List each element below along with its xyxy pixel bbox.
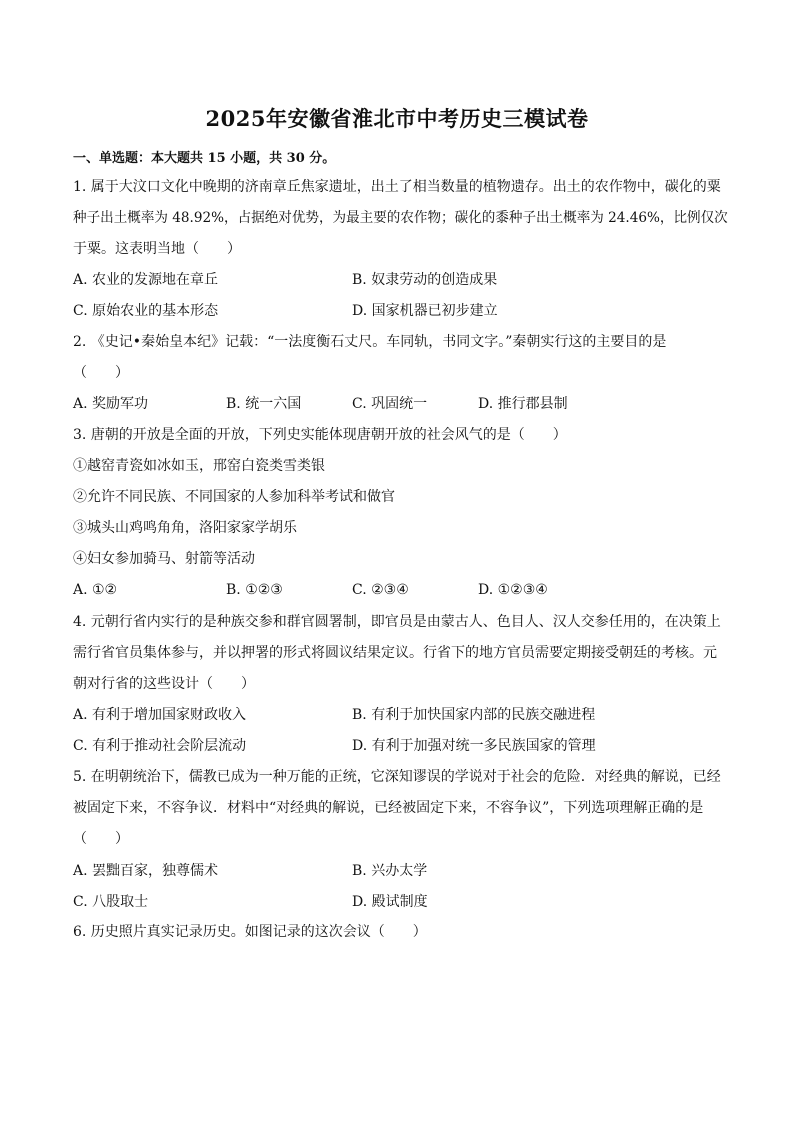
section-heading: 一、单选题：本大题共 15 小题，共 30 分。 bbox=[73, 151, 336, 166]
q3-option-b[interactable]: B. ①②③ bbox=[226, 582, 283, 598]
q2-option-a[interactable]: A. 奖励军功 bbox=[73, 396, 149, 412]
q2-option-b[interactable]: B. 统一六国 bbox=[226, 396, 302, 412]
q4-option-b[interactable]: B. 有利于加快国家内部的民族交融进程 bbox=[352, 707, 596, 723]
q1-option-d[interactable]: D. 国家机器已初步建立 bbox=[352, 303, 498, 319]
q2-option-c[interactable]: C. 巩固统一 bbox=[352, 396, 428, 412]
q4-option-d[interactable]: D. 有利于加强对统一多民族国家的管理 bbox=[352, 738, 596, 754]
q5-option-c[interactable]: C. 八股取士 bbox=[73, 894, 149, 910]
q5-line-1: 5. 在明朝统治下，儒教已成为一种万能的正统，它深知谬误的学说对于社会的危险．对经典的解说，已经 bbox=[73, 769, 721, 785]
q2-line-2: （ ） bbox=[73, 365, 129, 381]
q3-option-d[interactable]: D. ①②③④ bbox=[478, 582, 548, 598]
q5-option-a[interactable]: A. 罢黜百家，独尊儒术 bbox=[73, 863, 219, 879]
q6-line-1: 6. 历史照片真实记录历史。如图记录的这次会议（ ） bbox=[73, 924, 427, 940]
q1-line-2: 种子出土概率为 48.92%，占据绝对优势，为最主要的农作物；碳化的黍种子出土概率为 24.46%，比例仅次 bbox=[73, 210, 728, 226]
q3-option-a[interactable]: A. ①② bbox=[73, 582, 118, 598]
q5-line-3: （ ） bbox=[73, 831, 129, 847]
q1-option-c[interactable]: C. 原始农业的基本形态 bbox=[73, 303, 219, 319]
q1-option-a[interactable]: A. 农业的发源地在章丘 bbox=[73, 272, 219, 288]
q3-statement-1: ①越窑青瓷如冰如玉，邢窑白瓷类雪类银 bbox=[73, 458, 325, 474]
q1-line-3: 于粟。这表明当地（ ） bbox=[73, 241, 241, 257]
q1-line-1: 1. 属于大汶口文化中晚期的济南章丘焦家遗址，出土了相当数量的植物遗存。出土的农作物中，碳化的粟 bbox=[73, 179, 721, 195]
q3-line-1: 3. 唐朝的开放是全面的开放，下列史实能体现唐朝开放的社会风气的是（ ） bbox=[73, 427, 567, 443]
q3-statement-3: ③城头山鸡鸣角角，洛阳家家学胡乐 bbox=[73, 520, 297, 536]
q5-option-d[interactable]: D. 殿试制度 bbox=[352, 894, 428, 910]
q4-option-c[interactable]: C. 有利于推动社会阶层流动 bbox=[73, 738, 247, 754]
q2-option-d[interactable]: D. 推行郡县制 bbox=[478, 396, 568, 412]
exam-title: 2025年安徽省淮北市中考历史三模试卷 bbox=[205, 106, 589, 131]
q3-statement-4: ④妇女参加骑马、射箭等活动 bbox=[73, 551, 255, 567]
q4-line-1: 4. 元朝行省内实行的是种族交参和群官圆署制，即官员是由蒙古人、色目人、汉人交参任用的，在决策上 bbox=[73, 614, 721, 630]
q4-line-2: 需行省官员集体参与，并以押署的形式将圆议结果定议。行省下的地方官员需要定期接受朝廷的考核。元 bbox=[73, 645, 717, 661]
q4-line-3: 朝对行省的这些设计（ ） bbox=[73, 676, 255, 692]
q5-line-2: 被固定下来，不容争议．材料中“对经典的解说，已经被固定下来，不容争议”，下列选项理解正确的是 bbox=[73, 800, 704, 816]
q4-option-a[interactable]: A. 有利于增加国家财政收入 bbox=[73, 707, 247, 723]
q3-option-c[interactable]: C. ②③④ bbox=[352, 582, 409, 598]
q2-line-1: 2. 《史记•秦始皇本纪》记载：“一法度衡石丈尺。车同轨，书同文字。”秦朝实行这的主要目的是 bbox=[73, 334, 667, 350]
q3-statement-2: ②允许不同民族、不同国家的人参加科举考试和做官 bbox=[73, 489, 395, 505]
q1-option-b[interactable]: B. 奴隶劳动的创造成果 bbox=[352, 272, 498, 288]
q5-option-b[interactable]: B. 兴办太学 bbox=[352, 863, 428, 879]
